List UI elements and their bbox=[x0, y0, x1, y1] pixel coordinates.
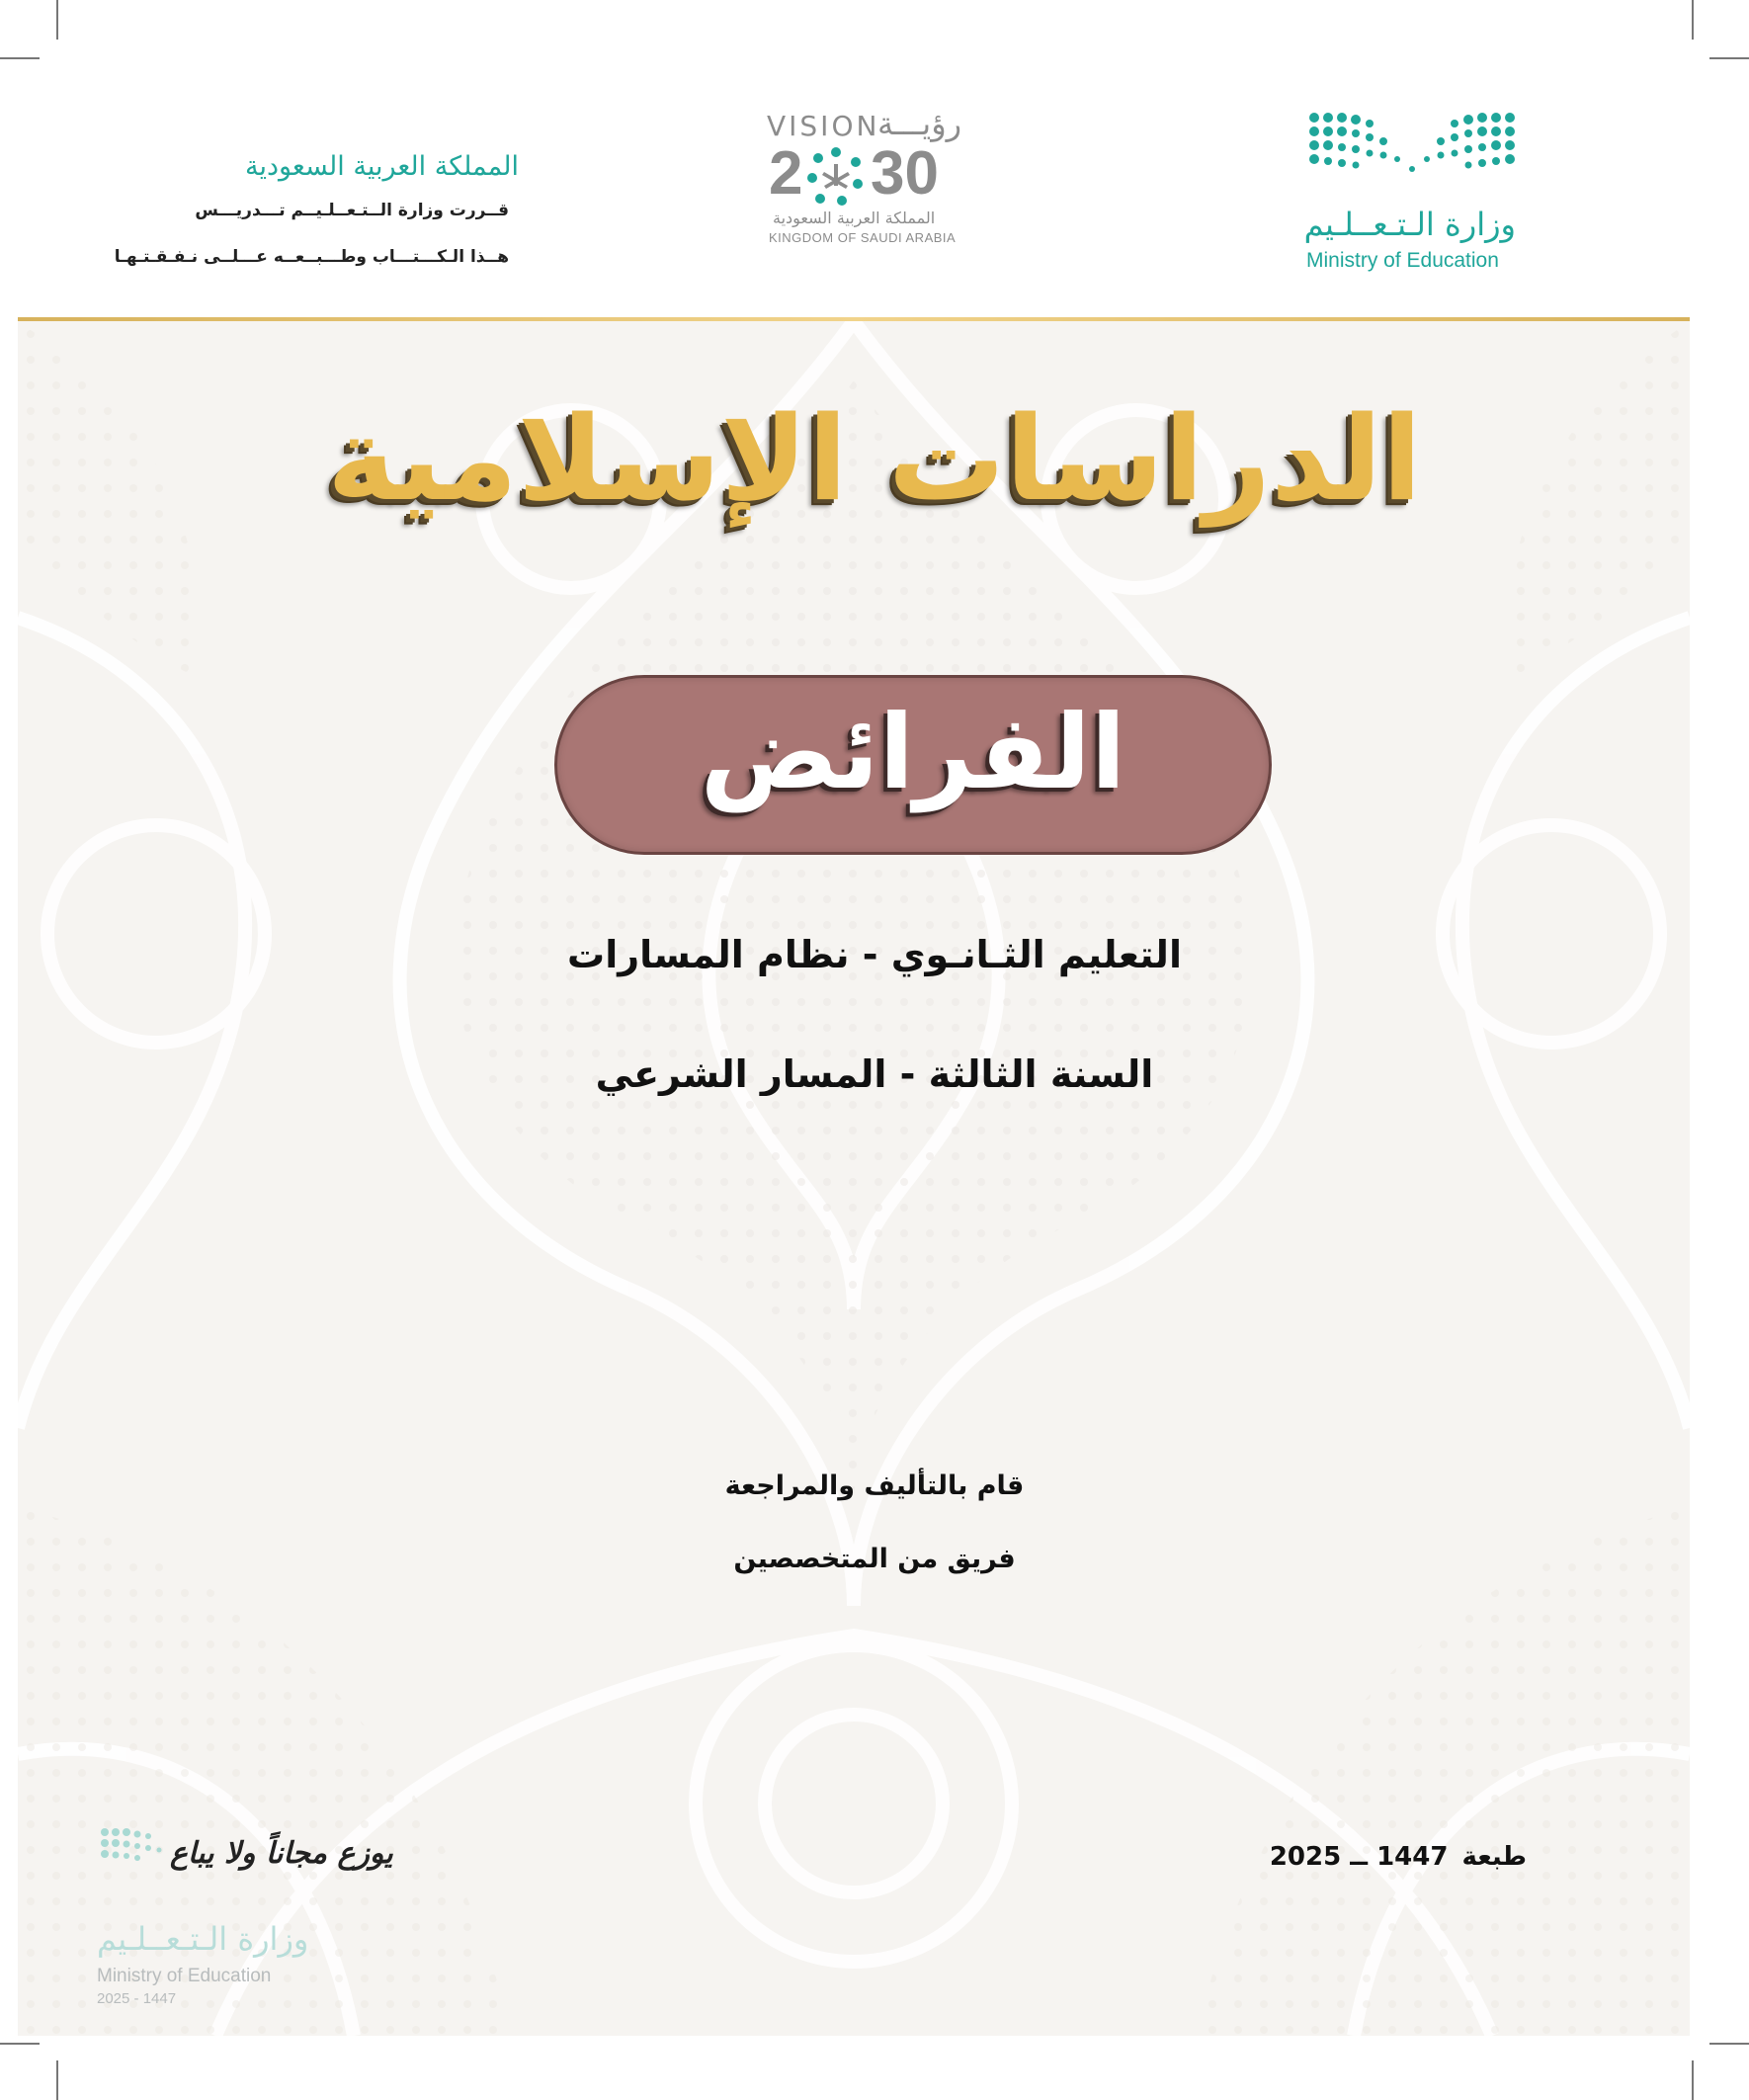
vision-word: VISION bbox=[767, 110, 880, 142]
saudi-emblem-icon bbox=[804, 144, 868, 208]
authors-heading: قام بالتأليف والمراجعة bbox=[724, 1470, 1025, 1501]
stamp-years: 2025 - 1447 bbox=[97, 1990, 177, 2007]
crop-mark-bl-h bbox=[0, 2043, 40, 2045]
decree-line-2: هــذا الـكـــتـــاب وطـــبــعــه عـــلــى نـفـقـتـهـا bbox=[114, 247, 509, 267]
vision-kingdom-arabic: المملكة العربية السعودية bbox=[773, 209, 936, 227]
arabesque-pattern bbox=[18, 321, 1690, 2036]
kingdom-name: المملكة العربية السعودية bbox=[244, 151, 519, 182]
edition-info bbox=[1270, 1842, 1527, 1872]
vision-kingdom-english: KINGDOM OF SAUDI ARABIA bbox=[769, 230, 957, 245]
education-level: التعليم الثـانـوي - نظام المسارات bbox=[567, 933, 1182, 976]
ornamental-background bbox=[18, 321, 1690, 2036]
stamp-ministry-arabic: وزارة الـتـعــلـيم bbox=[97, 1920, 309, 1958]
free-distribution-note: يوزع مجاناً ولا يباع bbox=[170, 1836, 393, 1871]
vision-word-arabic: رؤيـــة bbox=[877, 105, 962, 142]
crop-mark-bl-v bbox=[56, 2060, 58, 2100]
book-title: الدراسات الإسلامية bbox=[326, 390, 1423, 527]
ministry-name-english: Ministry of Education bbox=[1306, 249, 1499, 272]
ministry-stamp-dots-icon bbox=[99, 1826, 168, 1866]
vision-year-left: 2 bbox=[769, 139, 803, 208]
edition-years: 1447 ــ 2025 bbox=[1269, 1842, 1449, 1872]
stamp-ministry-english: Ministry of Education bbox=[97, 1966, 272, 1986]
ministry-logo-dots-icon bbox=[1306, 112, 1518, 177]
header bbox=[0, 0, 1749, 318]
subject-title: الفرائض bbox=[700, 692, 1126, 812]
ministry-name-arabic: وزارة الـتـعــلـيم bbox=[1303, 206, 1516, 243]
vision-year-right: 30 bbox=[871, 139, 939, 208]
school-year-track: السنة الثالثة - المسار الشرعي bbox=[595, 1052, 1154, 1096]
authors-team: فريق من المتخصصين bbox=[733, 1544, 1016, 1574]
crop-mark-br-v bbox=[1692, 2060, 1694, 2100]
crop-mark-br-h bbox=[1709, 2043, 1749, 2045]
edition-label: طبعة bbox=[1461, 1842, 1527, 1872]
decree-line-1: قــررت وزارة الــتـعــلـيــم تـــدريـــس bbox=[195, 201, 509, 220]
